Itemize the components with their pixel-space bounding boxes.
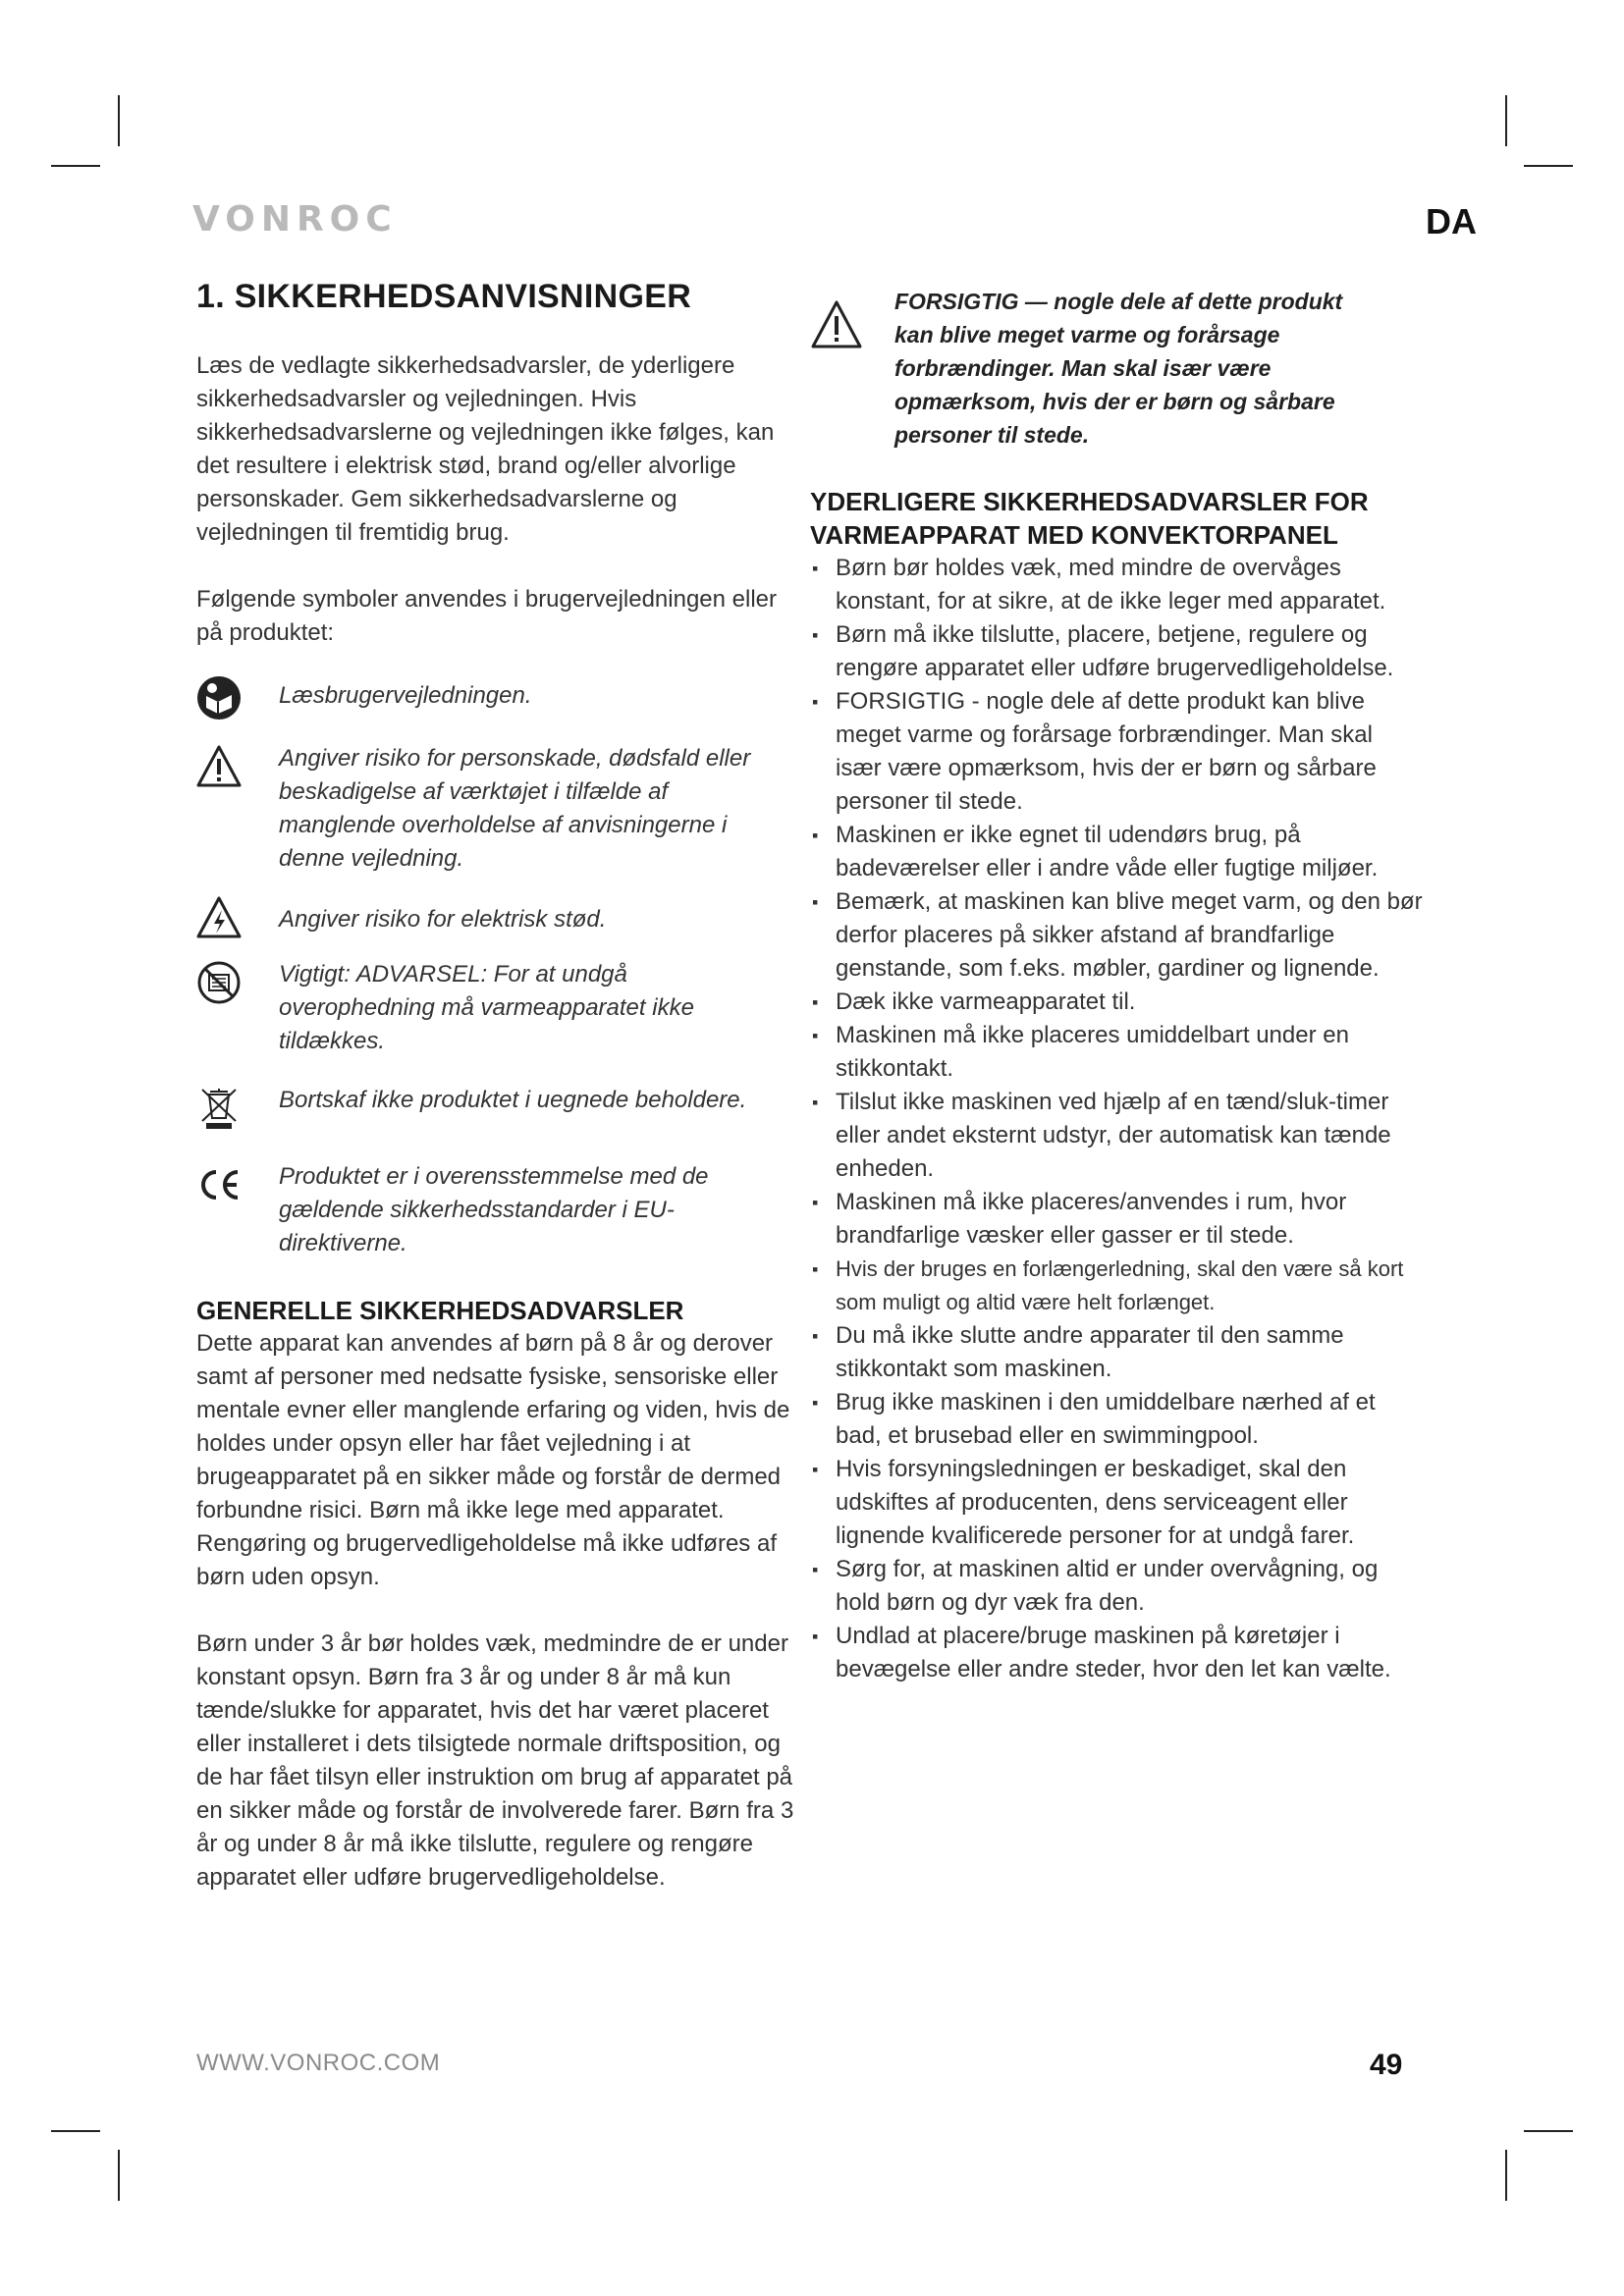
list-item: ▪ Tilslut ikke maskinen ved hjælp af en tænd/sluk-timer eller andet eksternt udstyr, der automatisk kan tænde enheden. (810, 1086, 1424, 1186)
list-item: ▪ Hvis der bruges en forlængerledning, skal den være så kort som muligt og altid være helt forlænget. (810, 1253, 1424, 1319)
symbol-text: Læsbrugervejledningen. (279, 682, 532, 709)
ce-mark-icon (196, 1162, 242, 1207)
intro-paragraph: Læs de vedlagte sikkerhedsadvarsler, de yderligere sikkerhedsadvarsler og vejledningen. Hvis sikkerhedsadvarslerne og vejledningen ikke følges, kan det resultere i elektrisk stød, brand og/eller alvorlige personskader. Gem sikkerhedsadvarslerne og vejledningen til fremtidig brug. (196, 352, 775, 546)
general-paragraph-2: Børn under 3 år bør holdes væk, medmindre de er under konstant opsyn. Børn fra 3 år og under 8 år må kun tænde/slukke for apparatet, hvis det har været placeret eller installeret i dets tilsigtede normale driftsposition, og de har fået tilsyn eller instruktion om brug af apparatet på en sikker måde og forstår de involverede farer. Børn fra 3 år og under 8 år må ikke tilslutte, regulere og rengøre apparatet eller udføre brugervedligeholdelse. (196, 1630, 794, 1891)
list-item: ▪ Maskinen må ikke placeres/anvendes i rum, hvor brandfarlige væsker eller gasser er til stede. (810, 1186, 1424, 1253)
footer-url: WWW.VONROC.COM (196, 2050, 441, 2076)
list-item: ▪ Sørg for, at maskinen altid er under overvågning, og hold børn og dyr væk fra den. (810, 1553, 1424, 1620)
symbol-row (196, 742, 795, 876)
bullet-list (810, 552, 1424, 1686)
symbol-row (196, 673, 795, 721)
crop-mark (1505, 95, 1507, 146)
caution-box (810, 285, 1424, 452)
list-item: ▪ Dæk ikke varmeapparatet til. (810, 986, 1424, 1019)
warning-triangle-icon (810, 298, 863, 351)
list-item: ▪ Børn må ikke tilslutte, placere, betjene, regulere og rengøre apparatet eller udføre brugervedligeholdelse. (810, 618, 1424, 685)
list-item: ▪ Du må ikke slutte andre apparater til den samme stikkontakt som maskinen. (810, 1319, 1424, 1386)
do-not-cover-icon (196, 960, 242, 1005)
read-manual-icon (196, 675, 242, 721)
warning-triangle-icon (196, 744, 242, 789)
symbols-intro: Følgende symboler anvendes i brugervejledningen eller på produktet: (196, 586, 778, 646)
symbol-text: Vigtigt: ADVARSEL: For at undgå overophedning må varmeapparatet ikke tildækkes. (279, 961, 694, 1054)
list-item: ▪ Hvis forsyningsledningen er beskadiget, skal den udskiftes af producenten, dens serviceagent eller lignende kvalificerede personer for at undgå farer. (810, 1453, 1424, 1553)
list-item: ▪ Børn bør holdes væk, med mindre de overvåges konstant, for at sikre, at de ikke leger med apparatet. (810, 552, 1424, 618)
section-title: 1. SIKKERHEDSANVISNINGER (196, 278, 692, 315)
symbol-text: Angiver risiko for elektrisk stød. (279, 906, 607, 933)
symbol-text: Bortskaf ikke produktet i uegnede beholdere. (279, 1087, 747, 1113)
symbol-row (196, 1160, 795, 1260)
crop-mark (1524, 2130, 1573, 2132)
symbol-row (196, 1084, 795, 1131)
list-item: ▪ Maskinen må ikke placeres umiddelbart under en stikkontakt. (810, 1019, 1424, 1086)
crop-mark (118, 95, 120, 146)
brand-logo: VONROC (192, 199, 398, 240)
caution-text: FORSIGTIG — nogle dele af dette produkt kan blive meget varme og forårsage forbrændinger. Man skal især være opmærksom, hvis der er børn og sårbare personer til stede. (894, 289, 1343, 448)
crossed-bin-icon (196, 1086, 242, 1131)
crop-mark (1505, 2150, 1507, 2201)
general-paragraph-1: Dette apparat kan anvendes af børn på 8 år og derover samt af personer med nedsatte fysiske, sensoriske eller mentale evner eller manglende erfaring og viden, hvis de holdes under opsyn eller har fået vejledning i at brugeapparatet på en sikker måde og forstår de dermed forbundne risici. Børn må ikke lege med apparatet. Rengøring og brugervedligeholdelse må ikke udføres af børn uden opsyn. (196, 1330, 790, 1590)
list-item: ▪ Brug ikke maskinen i den umiddelbare nærhed af et bad, et brusebad eller en swimmingpool. (810, 1386, 1424, 1453)
page-number: 49 (1370, 2049, 1403, 2081)
symbol-row (196, 958, 795, 1058)
left-column (196, 278, 795, 1895)
symbol-row (196, 893, 795, 940)
list-item: ▪ FORSIGTIG - nogle dele af dette produkt kan blive meget varme og forårsage forbrændinger. Man skal især være opmærksom, hvis der er børn og sårbare personer til stede. (810, 685, 1424, 819)
general-heading: GENERELLE SIKKERHEDSADVARSLER (196, 1296, 684, 1325)
electric-shock-icon (196, 895, 242, 940)
symbol-text: Produktet er i overensstemmelse med de gældende sikkerhedsstandarder i EU-direktiverne. (279, 1163, 709, 1256)
crop-mark (1524, 165, 1573, 167)
crop-mark (51, 165, 100, 167)
additional-heading: YDERLIGERE SIKKERHEDSADVARSLER FOR VARMEAPPARAT MED KONVEKTORPANEL (810, 487, 1369, 550)
right-column (810, 285, 1424, 1686)
list-item: ▪ Undlad at placere/bruge maskinen på køretøjer i bevægelse eller andre steder, hvor den let kan vælte. (810, 1620, 1424, 1686)
list-item: ▪ Maskinen er ikke egnet til udendørs brug, på badeværelser eller i andre våde eller fugtige miljøer. (810, 819, 1424, 885)
symbol-text: Angiver risiko for personskade, dødsfald eller beskadigelse af værktøjet i tilfælde af manglende overholdelse af anvisningerne i denne vejledning. (279, 745, 751, 872)
crop-mark (51, 2130, 100, 2132)
list-item: ▪ Bemærk, at maskinen kan blive meget varm, og den bør derfor placeres på sikker afstand af brandfarlige genstande, som f.eks. møbler, gardiner og lignende. (810, 885, 1424, 986)
language-code: DA (1426, 201, 1477, 241)
crop-mark (118, 2150, 120, 2201)
